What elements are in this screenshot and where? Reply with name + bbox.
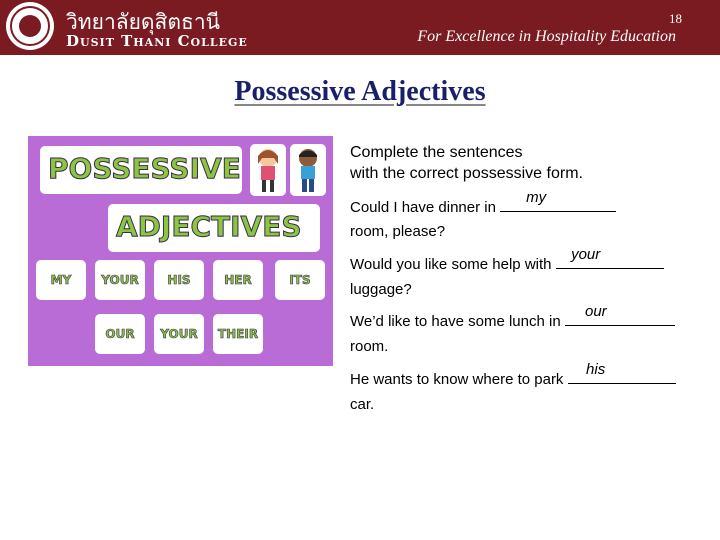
college-thai-name: วิทยาลัยดุสิตธานี: [66, 10, 220, 34]
sentence-4-continuation: car.: [350, 396, 375, 413]
sentence-4-answer: his: [586, 361, 606, 378]
sentence-1-text: Could I have dinner in: [350, 199, 496, 216]
sentence-1-answer: my: [526, 189, 547, 206]
chip-their: THEIR: [213, 314, 263, 354]
tagline: For Excellence in Hospitality Education: [417, 28, 676, 45]
chip-your: YOUR: [95, 260, 145, 300]
sentence-1-blank: [500, 189, 616, 212]
girl-icon: [250, 144, 286, 196]
adjectives-word: ADJECTIVES: [116, 210, 302, 243]
sentence-3-text: We’d like to have some lunch in: [350, 313, 561, 330]
chip-her: HER: [213, 260, 263, 300]
college-name: Dusit Thani College: [66, 32, 248, 50]
boy-icon: [290, 144, 326, 196]
chip-its: ITS: [275, 260, 325, 300]
sentence-4-text: He wants to know where to park: [350, 371, 564, 388]
chip-our: OUR: [95, 314, 145, 354]
sentence-2-text: Would you like some help with: [350, 256, 552, 273]
sentence-1-continuation: room, please?: [350, 223, 446, 240]
college-seal-icon: [6, 2, 54, 50]
possessive-word: POSSESSIVE: [48, 152, 241, 185]
chip-his: HIS: [154, 260, 204, 300]
sentence-2-blank: [556, 246, 664, 269]
possessive-adjectives-picture: [28, 136, 333, 366]
header-bar: [0, 0, 720, 55]
sentence-3-answer: our: [585, 303, 607, 320]
adjectives-word-box: [108, 204, 320, 252]
sentence-3: [350, 303, 675, 330]
sentence-4: [350, 361, 676, 388]
chip-my: MY: [36, 260, 86, 300]
slide-number: 18: [669, 11, 682, 26]
possessive-word-box: [40, 146, 242, 194]
sentence-2-answer: your: [571, 246, 601, 263]
instruction-line-1: Complete the sentences: [350, 144, 523, 161]
instruction-line-2: with the correct possessive form.: [350, 165, 583, 182]
sentence-3-continuation: room.: [350, 338, 389, 355]
sentence-2: [350, 246, 664, 273]
slide-title: Possessive Adjectives: [234, 76, 486, 107]
sentence-1: [350, 189, 616, 216]
sentence-4-blank: [568, 361, 676, 384]
sentence-2-continuation: luggage?: [350, 281, 412, 298]
chip-your-plural: YOUR: [154, 314, 204, 354]
sentence-3-blank: [565, 303, 675, 326]
